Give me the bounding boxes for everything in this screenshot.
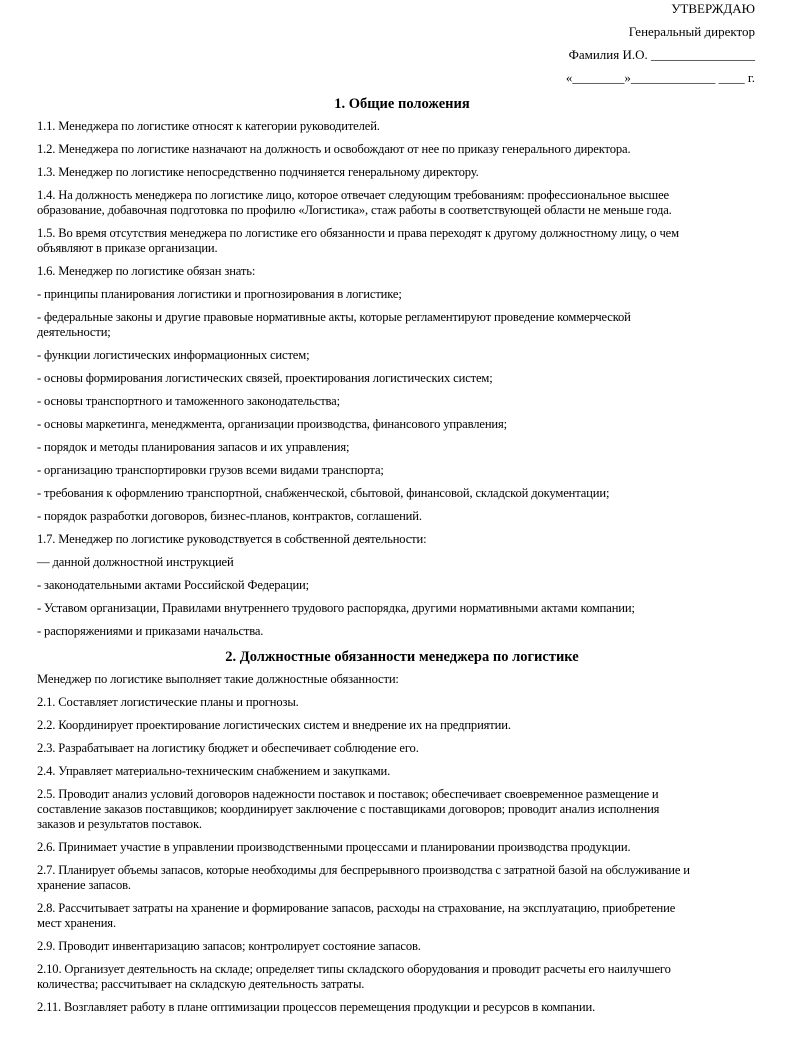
- paragraph: [37, 371, 767, 386]
- section-title: 1. Общие положения: [334, 96, 470, 112]
- approval-block: [566, 0, 755, 89]
- paragraph-line: - порядок разработки договоров, бизнес-планов, контрактов, соглашений.: [37, 509, 422, 523]
- paragraph-line: - принципы планирования логистики и прогнозирования в логистике;: [37, 287, 402, 301]
- paragraph: [37, 417, 767, 432]
- approval-title: УТВЕРЖДАЮ: [671, 1, 755, 16]
- paragraph-line: - распоряжениями и приказами начальства.: [37, 624, 264, 638]
- paragraph: [37, 695, 767, 710]
- paragraph: [37, 394, 767, 409]
- paragraph: [37, 165, 767, 180]
- approval-position: Генеральный директор: [628, 24, 755, 39]
- approval-date-line: «________»_____________ ____ г.: [565, 70, 755, 85]
- paragraph: [37, 509, 767, 524]
- paragraph: [37, 119, 767, 134]
- paragraph-line: 1.7. Менеджер по логистике руководствуется в собственной деятельности:: [37, 532, 427, 546]
- paragraph: [37, 601, 767, 616]
- paragraph: [37, 142, 767, 157]
- paragraph: [37, 264, 767, 279]
- paragraph-line: 2.4. Управляет материально-техническим снабжением и закупками.: [37, 764, 391, 778]
- paragraph-line: образование, добавочная подготовка по профилю «Логистика», стаж работы в соответствующей области не меньше года.: [37, 203, 672, 217]
- paragraph-line: - федеральные законы и другие правовые нормативные акты, которые регламентируют проведение коммерческой: [37, 310, 631, 324]
- paragraph: [37, 962, 767, 992]
- paragraph: [37, 226, 767, 256]
- paragraph-line: - основы маркетинга, менеджмента, организации производства, финансового управления;: [37, 417, 507, 431]
- paragraph-line: - основы формирования логистических связей, проектирования логистических систем;: [37, 371, 493, 385]
- paragraph-line: 1.4. На должность менеджера по логистике лицо, которое отвечает следующим требованиям: профессиональное высшее: [37, 188, 669, 202]
- paragraph-line: деятельности;: [37, 325, 111, 339]
- paragraph: [37, 718, 767, 733]
- paragraph-line: 2.9. Проводит инвентаризацию запасов; контролирует состояние запасов.: [37, 939, 421, 953]
- paragraph-line: - порядок и методы планирования запасов и их управления;: [37, 440, 350, 454]
- paragraph-line: — данной должностной инструкцией: [37, 555, 234, 569]
- paragraph-line: составление заказов поставщиков; координирует заключение с поставщиками договоров; проводит анализ исполнения: [37, 802, 660, 816]
- document-body: [37, 94, 767, 1023]
- paragraph-line: 2.8. Рассчитывает затраты на хранение и формирование запасов, расходы на страхование, на эксплуатацию, приобретение: [37, 901, 676, 915]
- paragraph-line: 2.3. Разрабатывает на логистику бюджет и обеспечивает соблюдение его.: [37, 741, 419, 755]
- paragraph: [37, 840, 767, 855]
- paragraph: [37, 741, 767, 756]
- paragraph: [37, 463, 767, 478]
- paragraph: [37, 578, 767, 593]
- paragraph-line: 1.1. Менеджера по логистике относят к категории руководителей.: [37, 119, 380, 133]
- paragraph: [37, 532, 767, 547]
- paragraph-line: 1.2. Менеджера по логистике назначают на должность и освобождают от нее по приказу генерального директора.: [37, 142, 631, 156]
- paragraph: [37, 624, 767, 639]
- paragraph-line: количества; рассчитывает на складскую деятельность затраты.: [37, 977, 365, 991]
- paragraph-line: объявляют в приказе организации.: [37, 241, 218, 255]
- paragraph-line: - требования к оформлению транспортной, снабженческой, сбытовой, финансовой, складской документации;: [37, 486, 610, 500]
- paragraph-line: - Уставом организации, Правилами внутреннего трудового распорядка, другими нормативными актами компании;: [37, 601, 635, 615]
- paragraph: [37, 1000, 767, 1015]
- paragraph-line: - организацию транспортировки грузов всеми видами транспорта;: [37, 463, 384, 477]
- paragraph: [37, 764, 767, 779]
- paragraph-line: 1.6. Менеджер по логистике обязан знать:: [37, 264, 256, 278]
- paragraph-line: 2.1. Составляет логистические планы и прогнозы.: [37, 695, 299, 709]
- paragraph-line: 1.5. Во время отсутствия менеджера по логистике его обязанности и права переходят к другому должностному лицу, о чем: [37, 226, 679, 240]
- paragraph-line: Менеджер по логистике выполняет такие должностные обязанности:: [37, 672, 399, 686]
- paragraph-line: мест хранения.: [37, 916, 116, 930]
- paragraph-line: 2.2. Координирует проектирование логистических систем и внедрение их на предприятии.: [37, 718, 511, 732]
- paragraph-line: 2.7. Планирует объемы запасов, которые необходимы для беспрерывного производства с затратной базой на обслуживание и: [37, 863, 690, 877]
- paragraph: [37, 672, 767, 687]
- paragraph-line: 2.5. Проводит анализ условий договоров надежности поставок и поставок; обеспечивает своевременное размещение и: [37, 787, 659, 801]
- paragraph: [37, 486, 767, 501]
- paragraph: [37, 348, 767, 363]
- paragraph: [37, 310, 767, 340]
- section-title: 2. Должностные обязанности менеджера по логистике: [225, 649, 579, 665]
- paragraph: [37, 188, 767, 218]
- paragraph-line: - функции логистических информационных систем;: [37, 348, 310, 362]
- paragraph: [37, 440, 767, 455]
- paragraph: [37, 787, 767, 832]
- paragraph-line: 2.6. Принимает участие в управлении производственными процессами и планировании производства продукции.: [37, 840, 631, 854]
- paragraph: [37, 555, 767, 570]
- approval-name-line: Фамилия И.О. ________________: [568, 47, 755, 62]
- paragraph: [37, 939, 767, 954]
- paragraph: [37, 287, 767, 302]
- paragraph-line: 2.10. Организует деятельность на складе; определяет типы складского оборудования и проводит расчеты его наилучшего: [37, 962, 671, 976]
- paragraph-line: хранение запасов.: [37, 878, 131, 892]
- paragraph-line: - основы транспортного и таможенного законодательства;: [37, 394, 340, 408]
- paragraph-line: заказов и результатов поставок.: [37, 817, 202, 831]
- paragraph-line: 2.11. Возглавляет работу в плане оптимизации процессов перемещения продукции и ресурсов в компании.: [37, 1000, 596, 1014]
- paragraph: [37, 863, 767, 893]
- paragraph-line: 1.3. Менеджер по логистике непосредственно подчиняется генеральному директору.: [37, 165, 479, 179]
- paragraph: [37, 901, 767, 931]
- paragraph-line: - законодательными актами Российской Федерации;: [37, 578, 309, 592]
